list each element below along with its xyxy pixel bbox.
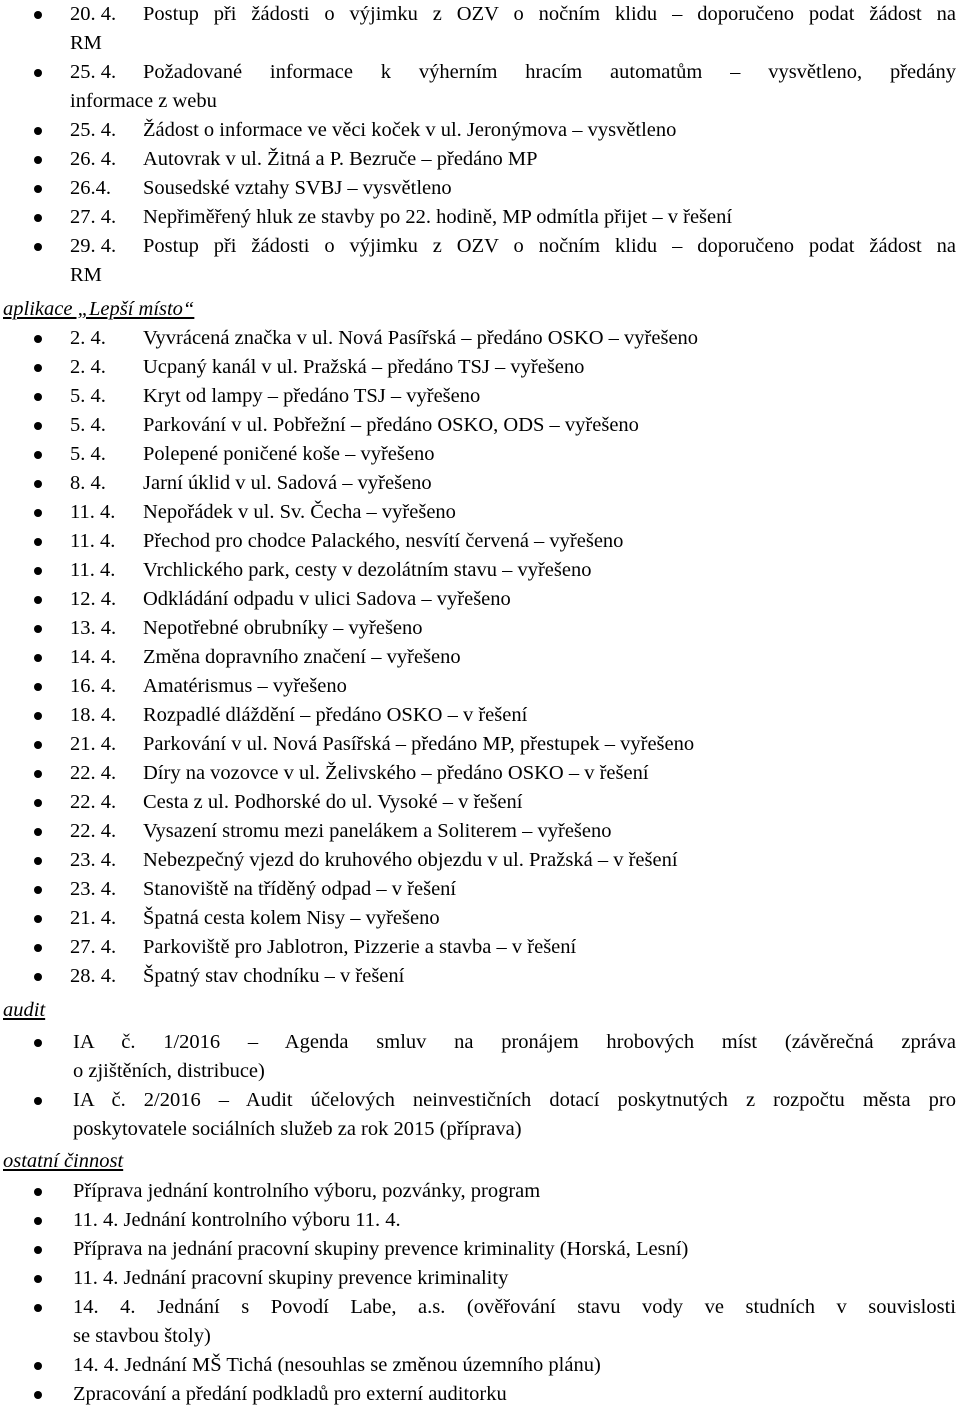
item-date: 20. 4.: [70, 3, 117, 25]
item-text-line: 14. 4. Jednání s Povodí Labe, a.s. (ověřování stavu vody ve studních v souvislosti: [73, 1296, 956, 1318]
list-item: [0, 232, 960, 290]
item-text-line: Změna dopravního značení – vyřešeno: [143, 646, 461, 668]
item-text-line: IA č. 1/2016 – Agenda smluv na pronájem hrobových míst (závěrečná zpráva: [73, 1031, 956, 1053]
item-text: [143, 672, 960, 701]
item-date: 22. 4.: [70, 791, 117, 813]
list-item: [0, 0, 960, 58]
list-item: [0, 1086, 960, 1144]
item-text-line: Autovrak v ul. Žitná a P. Bezruče – předáno MP: [143, 148, 538, 170]
section-heading-app: aplikace „Lepší místo“: [3, 298, 195, 320]
item-text-line: Nepořádek v ul. Sv. Čecha – vyřešeno: [143, 501, 456, 523]
item-date: 25. 4.: [70, 61, 117, 83]
list-item: [0, 904, 960, 933]
item-text: [143, 846, 960, 875]
list-item: [0, 962, 960, 991]
item-text: [143, 730, 960, 759]
item-date: 5. 4.: [70, 385, 106, 407]
section-heading-audit: audit: [3, 999, 46, 1021]
list-item: [0, 58, 960, 116]
item-text-line: Cesta z ul. Podhorské do ul. Vysoké – v řešení: [143, 791, 523, 813]
item-text: [143, 933, 960, 962]
list-item: [0, 324, 960, 353]
audit-list: [0, 1028, 960, 1144]
item-date: 27. 4.: [70, 936, 117, 958]
item-text-line: Příprava jednání kontrolního výboru, pozvánky, program: [73, 1180, 541, 1202]
list-item: [0, 353, 960, 382]
item-date: 29. 4.: [70, 235, 117, 257]
item-text: [143, 527, 960, 556]
list-item: [0, 469, 960, 498]
item-date: 2. 4.: [70, 327, 106, 349]
item-text: [143, 353, 960, 382]
item-date: 22. 4.: [70, 820, 117, 842]
list-item: [0, 411, 960, 440]
item-text-line: 11. 4. Jednání pracovní skupiny prevence kriminality: [73, 1267, 509, 1289]
item-text-continued: RM: [70, 264, 102, 286]
item-date: 5. 4.: [70, 443, 106, 465]
item-text: [143, 203, 960, 232]
item-text: [143, 174, 960, 203]
list-item: [0, 556, 960, 585]
item-text-line: Nebezpečný vjezd do kruhového objezdu v ul. Pražská – v řešení: [143, 849, 678, 871]
item-text: [143, 469, 960, 498]
item-text-line: Žádost o informace ve věci koček v ul. Jeronýmova – vysvětleno: [143, 119, 677, 141]
item-text-continued: RM: [70, 32, 102, 54]
list-item: [0, 672, 960, 701]
item-text: [143, 875, 960, 904]
list-item: [0, 1293, 960, 1351]
list-item: [0, 614, 960, 643]
item-text-line: Přechod pro chodce Palackého, nesvítí červená – vyřešeno: [143, 530, 624, 552]
item-text: [143, 145, 960, 174]
item-date: 28. 4.: [70, 965, 117, 987]
item-text-line: Postup při žádosti o výjimku z OZV o nočním klidu – doporučeno podat žádost na: [143, 3, 956, 25]
item-date: 21. 4.: [70, 733, 117, 755]
list-item: [0, 1235, 960, 1264]
item-text-continued: se stavbou štoly): [73, 1325, 211, 1347]
item-text-line: Nepotřebné obrubníky – vyřešeno: [143, 617, 423, 639]
item-text: [143, 498, 960, 527]
list-item: [0, 1028, 960, 1086]
item-text: [143, 116, 960, 145]
list-item: [0, 846, 960, 875]
item-text-line: Špatný stav chodníku – v řešení: [143, 965, 405, 987]
list-item: [0, 382, 960, 411]
item-text-line: Vysazení stromu mezi panelákem a Soliterem – vyřešeno: [143, 820, 612, 842]
item-text-line: Sousedské vztahy SVBJ – vysvětleno: [143, 177, 452, 199]
item-text: [143, 904, 960, 933]
list-item: [0, 875, 960, 904]
item-date: 2. 4.: [70, 356, 106, 378]
item-date: 22. 4.: [70, 762, 117, 784]
item-text: [143, 643, 960, 672]
incident-list-app: [0, 324, 960, 991]
list-item: [0, 730, 960, 759]
list-item: [0, 759, 960, 788]
list-item: [0, 174, 960, 203]
list-item: [0, 498, 960, 527]
item-text-line: Parkování v ul. Pobřežní – předáno OSKO, ODS – vyřešeno: [143, 414, 639, 436]
item-text: [143, 759, 960, 788]
item-date: 27. 4.: [70, 206, 117, 228]
list-item: [0, 145, 960, 174]
item-text-line: Nepřiměřený hluk ze stavby po 22. hodině, MP odmítla přijet – v řešení: [143, 206, 733, 228]
item-date: 11. 4.: [70, 530, 116, 552]
item-text-line: Polepené poničené koše – vyřešeno: [143, 443, 435, 465]
item-date: 23. 4.: [70, 878, 117, 900]
list-item: [0, 585, 960, 614]
item-text: [143, 614, 960, 643]
item-text: [143, 788, 960, 817]
item-text-line: IA č. 2/2016 – Audit účelových neinvestičních dotací poskytnutých z rozpočtu města pro: [73, 1089, 956, 1111]
item-date: 25. 4.: [70, 119, 117, 141]
item-text-continued: o zjištěních, distribuce): [73, 1060, 265, 1082]
item-date: 18. 4.: [70, 704, 117, 726]
item-date: 26.4.: [70, 177, 111, 199]
list-item: [0, 933, 960, 962]
list-item: [0, 788, 960, 817]
item-text-line: Parkoviště pro Jablotron, Pizzerie a stavba – v řešení: [143, 936, 577, 958]
list-item: [0, 1351, 960, 1380]
item-date: 12. 4.: [70, 588, 117, 610]
item-text: [143, 411, 960, 440]
item-text-line: Kryt od lampy – předáno TSJ – vyřešeno: [143, 385, 481, 407]
item-date: 23. 4.: [70, 849, 117, 871]
item-date: 8. 4.: [70, 472, 106, 494]
item-date: 14. 4.: [70, 646, 117, 668]
item-text-line: Požadované informace k výherním hracím automatům – vysvětleno, předány: [143, 61, 956, 83]
item-date: 11. 4.: [70, 559, 116, 581]
item-text: [143, 701, 960, 730]
list-item: [0, 203, 960, 232]
item-text-line: Amatérismus – vyřešeno: [143, 675, 347, 697]
item-date: 16. 4.: [70, 675, 117, 697]
list-item: [0, 1177, 960, 1206]
item-text: [143, 440, 960, 469]
item-text-line: Vyvrácená značka v ul. Nová Pasířská – předáno OSKO – vyřešeno: [143, 327, 699, 349]
item-text: [143, 324, 960, 353]
list-item: [0, 817, 960, 846]
list-item: [0, 1264, 960, 1293]
item-date: 13. 4.: [70, 617, 117, 639]
item-text-continued: informace z webu: [70, 90, 217, 112]
incident-list-top: [0, 0, 960, 290]
item-text: [143, 556, 960, 585]
item-date: 5. 4.: [70, 414, 106, 436]
list-item: [0, 116, 960, 145]
list-item: [0, 643, 960, 672]
item-text-line: Jarní úklid v ul. Sadová – vyřešeno: [143, 472, 432, 494]
section-heading-other: ostatní činnost: [3, 1150, 124, 1172]
item-text-line: Vrchlického park, cesty v dezolátním stavu – vyřešeno: [143, 559, 592, 581]
item-text-line: Rozpadlé dláždění – předáno OSKO – v řešení: [143, 704, 528, 726]
item-text-line: Příprava na jednání pracovní skupiny prevence kriminality (Horská, Lesní): [73, 1238, 689, 1260]
item-text-line: Postup při žádosti o výjimku z OZV o nočním klidu – doporučeno podat žádost na: [143, 235, 956, 257]
item-text: [143, 382, 960, 411]
item-date: 26. 4.: [70, 148, 117, 170]
other-activity-list: [0, 1177, 960, 1409]
item-text: [143, 817, 960, 846]
list-item: [0, 1380, 960, 1409]
item-text: [143, 585, 960, 614]
item-text-line: Stanoviště na tříděný odpad – v řešení: [143, 878, 457, 900]
item-text-line: Zpracování a předání podkladů pro externí auditorku: [73, 1383, 507, 1405]
item-text-line: Parkování v ul. Nová Pasířská – předáno MP, přestupek – vyřešeno: [143, 733, 695, 755]
item-text-line: 11. 4. Jednání kontrolního výboru 11. 4.: [73, 1209, 401, 1231]
list-item: [0, 440, 960, 469]
list-item: [0, 701, 960, 730]
item-text-continued: poskytovatele sociálních služeb za rok 2015 (příprava): [73, 1118, 522, 1140]
item-date: 21. 4.: [70, 907, 117, 929]
item-text-line: 14. 4. Jednání MŠ Tichá (nesouhlas se změnou územního plánu): [73, 1354, 601, 1376]
item-text: [143, 962, 960, 991]
item-text-line: Ucpaný kanál v ul. Pražská – předáno TSJ – vyřešeno: [143, 356, 585, 378]
list-item: [0, 1206, 960, 1235]
list-item: [0, 527, 960, 556]
item-date: 11. 4.: [70, 501, 116, 523]
item-text-line: Odkládání odpadu v ulici Sadova – vyřešeno: [143, 588, 511, 610]
item-text-line: Díry na vozovce v ul. Želivského – předáno OSKO – v řešení: [143, 762, 649, 784]
item-text-line: Špatná cesta kolem Nisy – vyřešeno: [143, 907, 440, 929]
